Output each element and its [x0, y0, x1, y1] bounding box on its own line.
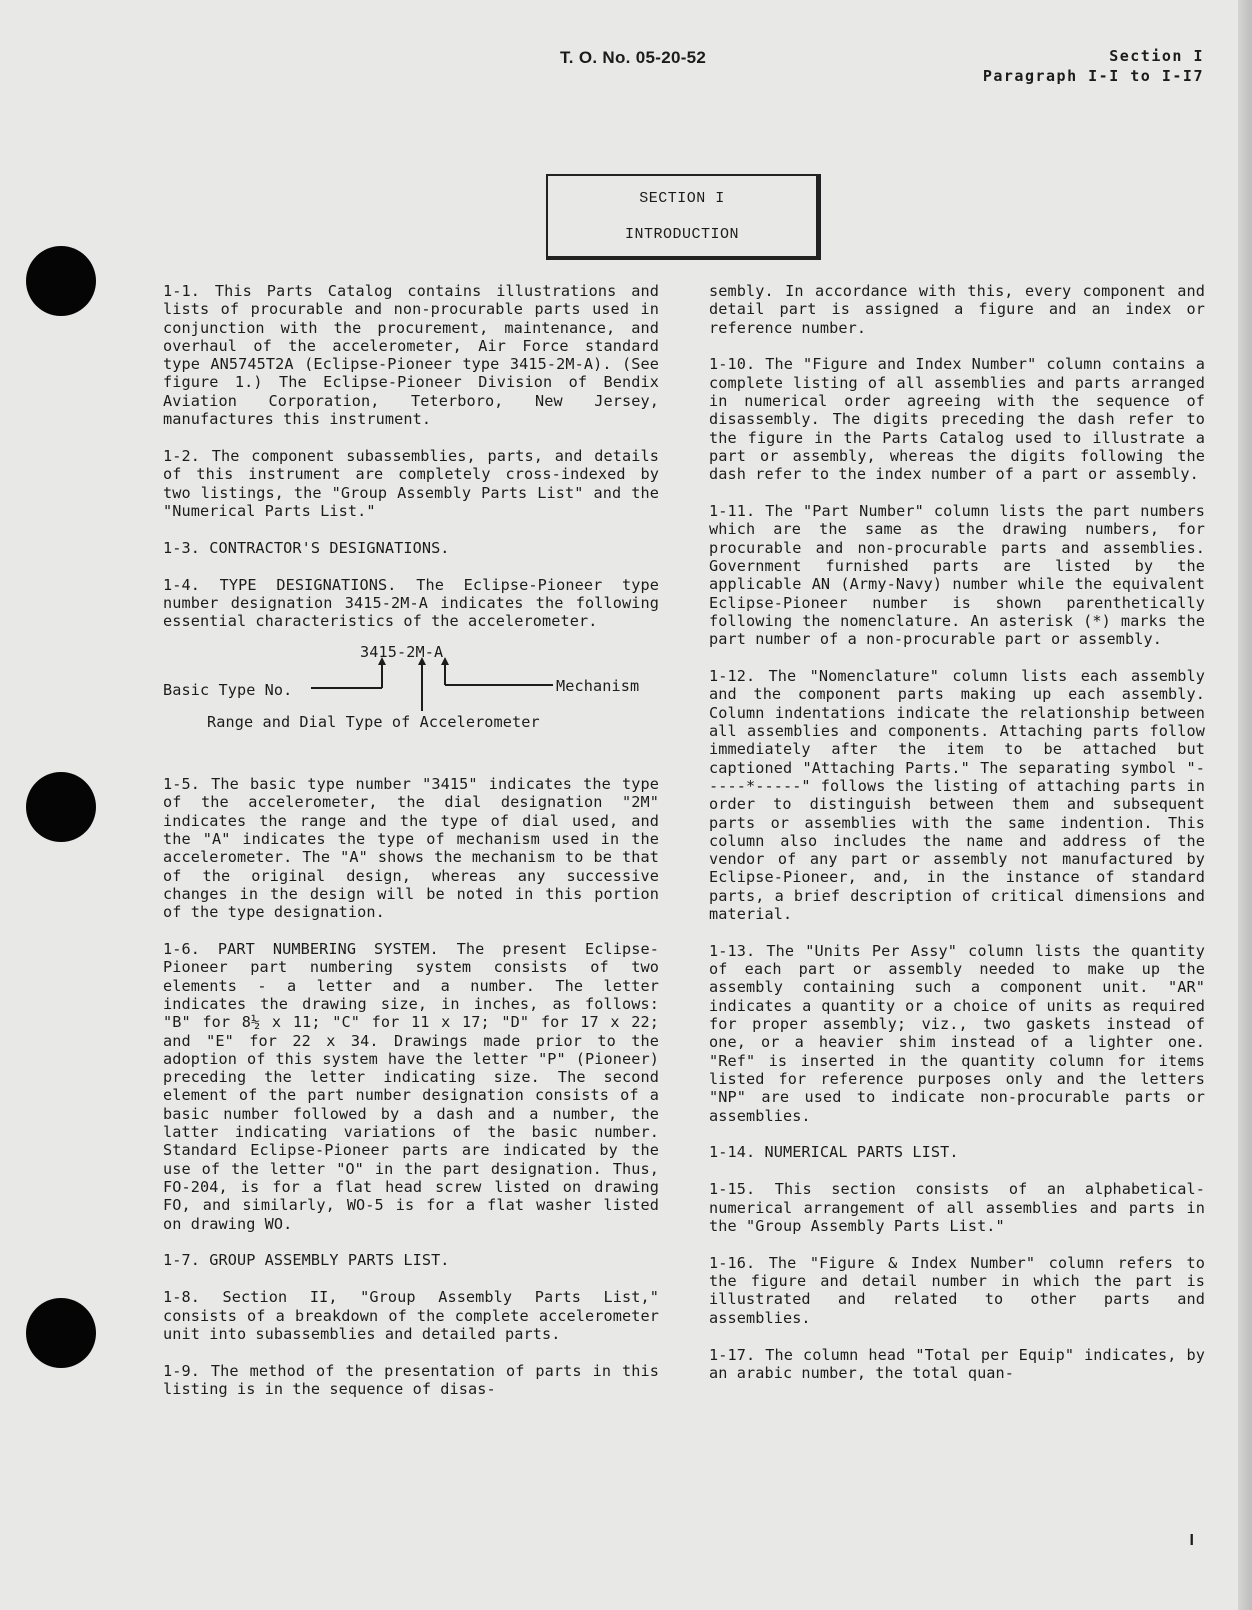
paragraph-1-7: 1-7. GROUP ASSEMBLY PARTS LIST. [163, 1251, 450, 1270]
range-label: Range and Dial Type of Accelerometer [207, 713, 540, 732]
basic-type-label: Basic Type No. [163, 681, 293, 700]
punch-hole [26, 772, 96, 842]
designation-code: 3415-2M-A [360, 643, 444, 662]
to-number: T. O. No. 05-20-52 [560, 48, 707, 67]
punch-hole [26, 246, 96, 316]
paragraph-1-5: 1-5. The basic type number "3415" indicates the type of the accelerometer, the dial designation "2M" indicates the range and the type of dial used, and the "A" indicates the type of mechanism used in the accelerometer. The "A" shows the mechanism to be that of the original design, whereas any successive changes in the design will be noted in this portion of the type designation. [163, 775, 659, 922]
paragraph-range: Paragraph I-I to I-I7 [982, 67, 1204, 85]
section-subtitle: INTRODUCTION [624, 226, 740, 243]
section-title-box [546, 174, 821, 260]
paragraph-1-1: 1-1. This Parts Catalog contains illustrations and lists of procurable and non-procurable parts used in conjunction with the procurement, maintenance, and overhaul of the accelerometer, Air Force standard type AN5745T2A (Eclipse-Pioneer type 3415-2M-A). (See figure 1.) The Eclipse-Pioneer Division of Bendix Aviation Corporation, Teterboro, New Jersey, manufactures this instrument. [163, 282, 659, 429]
right-column [709, 282, 1205, 1401]
paragraph-1-11: 1-11. The "Part Number" column lists the part numbers which are the same as the drawing numbers, for procurable and non-procurable parts and assemblies. Government furnished parts are listed by the applicable AN (Army-Navy) number while the equivalent Eclipse-Pioneer number is shown parenthetically following the nomenclature. An asterisk (*) marks the part number of a non-procurable part or assembly. [709, 502, 1205, 649]
paragraph-1-14: 1-14. NUMERICAL PARTS LIST. [709, 1143, 959, 1162]
section-reference [983, 46, 1204, 86]
page-edge [1238, 0, 1252, 1610]
punch-hole [26, 1298, 96, 1368]
page-number: I [1189, 1532, 1194, 1549]
paragraph-1-9-cont: sembly. In accordance with this, every component and detail part is assigned a figure and an index or reference number. [709, 282, 1205, 337]
section-title: SECTION I [639, 190, 725, 207]
left-column [163, 282, 659, 1417]
paragraph-1-17: 1-17. The column head "Total per Equip" indicates, by an arabic number, the total quan- [709, 1345, 1205, 1382]
paragraph-1-10: 1-10. The "Figure and Index Number" column contains a complete listing of all assemblies and parts arranged in numerical order agreeing with the sequence of disassembly. The digits preceding the dash refer to the figure in the Parts Catalog used to illustrate a part or assembly, whereas the digits following the dash refer to the index number of a part or assembly. [709, 355, 1205, 484]
paragraph-1-9: 1-9. The method of the presentation of parts in this listing is in the sequence of disas- [163, 1361, 659, 1399]
mechanism-label: Mechanism [556, 677, 640, 696]
paragraph-1-8: 1-8. Section II, "Group Assembly Parts List," consists of a breakdown of the complete accelerometer unit into subassemblies and detailed parts. [163, 1288, 659, 1343]
type-designation-diagram [163, 643, 659, 761]
paragraph-1-12: 1-12. The "Nomenclature" column lists each assembly and the component parts making up each assembly. Column indentations indicate the relationship between all assemblies and components. Attaching parts follow immediately after the item to be attached but captioned "Attaching Parts." The separating symbol "-----*-----" follows the listing of attaching parts in order to distinguish between them and subsequent parts or assemblies with the same indention. This column also includes the name and address of the vendor of any part or assembly not manufactured by Eclipse-Pioneer, and, in the instance of standard parts, a brief description of critical dimensions and material. [709, 667, 1205, 923]
paragraph-1-16: 1-16. The "Figure & Index Number" column refers to the figure and detail number in which the part is illustrated and related to other parts and assemblies. [709, 1253, 1205, 1327]
paragraph-1-4: 1-4. TYPE DESIGNATIONS. The Eclipse-Pioneer type number designation 3415-2M-A indicates the following essential characteristics of the accelerometer. [163, 575, 659, 631]
paragraph-1-6: 1-6. PART NUMBERING SYSTEM. The present Eclipse-Pioneer part numbering system consists of two elements - a letter and a number. The letter indicates the drawing size, in inches, as follows: "B" for 8½ x 11; "C" for 11 x 17; "D" for 17 x 22; and "E" for 22 x 34. Drawings made prior to the adoption of this system have the letter "P" (Pioneer) preceding the letter indicating size. The second element of the part number designation consists of a basic number followed by a dash and a number, the latter indicating variations of the basic number. Standard Eclipse-Pioneer parts are indicated by the use of the letter "O" in the part designation. Thus, FO-204, is for a flat head screw listed on drawing FO, and similarly, WO-5 is for a flat washer listed on drawing WO. [163, 940, 659, 1233]
paragraph-1-15: 1-15. This section consists of an alphabetical-numerical arrangement of all assemblies and parts in the "Group Assembly Parts List." [709, 1180, 1205, 1235]
section-label: Section I [1109, 47, 1204, 65]
paragraph-1-13: 1-13. The "Units Per Assy" column lists the quantity of each part or assembly needed to make up the assembly containing such a component unit. "AR" indicates a quantity or a choice of units as required for proper assembly; viz., two gaskets instead of one, or a heavier shim instead of a lighter one. "Ref" is inserted in the quantity column for items listed for reference purposes only and the letters "NP" are used to indicate non-procurable parts or assemblies. [709, 941, 1205, 1125]
paragraph-1-3: 1-3. CONTRACTOR'S DESIGNATIONS. [163, 538, 450, 557]
paragraph-1-2: 1-2. The component subassemblies, parts, and details of this instrument are completely cross-indexed by two listings, the "Group Assembly Parts List" and the "Numerical Parts List." [163, 446, 659, 520]
